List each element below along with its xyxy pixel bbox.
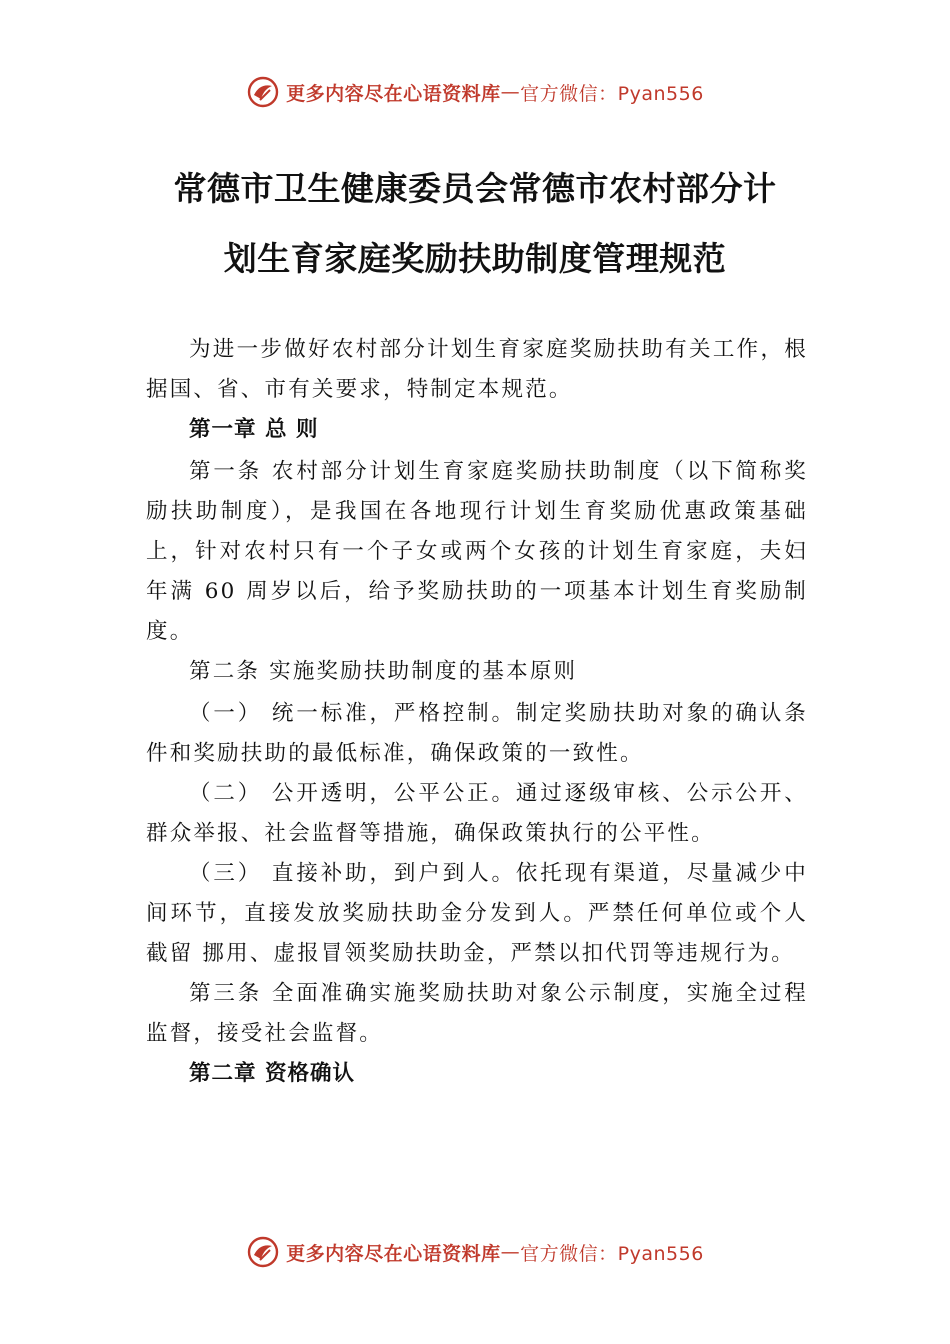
- footer-banner: [0, 1232, 950, 1272]
- chapter-heading: 第一章 总 则: [189, 417, 319, 442]
- banner-main-text: 更多内容尽在心语资料库: [286, 1242, 501, 1265]
- article-paragraph: 第三条 全面准确实施奖励扶助对象公示制度，实施全过程监督，接受社会监督。: [146, 981, 808, 1046]
- intro-paragraph: 为进一步做好农村部分计划生育家庭奖励扶助有关工作，根 据国、省、市有关要求，特制定本规范。: [146, 337, 808, 402]
- document-title-line-1: 常德市卫生健康委员会常德市农村部分计: [173, 169, 777, 208]
- banner-dash: —: [500, 1241, 521, 1263]
- article-paragraph: 第二条 实施奖励扶助制度的基本原则: [189, 659, 578, 684]
- banner-dash: —: [500, 81, 521, 103]
- chapter-heading: 第二章 资格确认: [189, 1061, 355, 1086]
- banner-main-text: 更多内容尽在心语资料库: [286, 82, 501, 105]
- brand-logo-icon: [246, 75, 280, 109]
- document-body: [146, 330, 808, 1096]
- banner-wechat-text: 官方微信：Pyan556: [520, 82, 704, 105]
- article-paragraph: 第一条 农村部分计划生育家庭奖励扶助制度（以下简称奖 励扶助制度），是我国在各地现行计划生育奖励优惠政策基础上，针对农村只有一个子女或两个女孩的计划生育家庭，夫妇年满 60 周岁以后，给予奖励扶助的一项基本计划生育奖励制度。: [146, 459, 808, 644]
- document-title-line-2: 划生育家庭奖励扶助制度管理规范: [223, 239, 727, 278]
- header-banner: [0, 72, 950, 112]
- list-paragraph: （一） 统一标准，严格控制。制定奖励扶助对象的确认条件和奖励扶助的最低标准，确保政策的一致性。: [146, 701, 808, 766]
- brand-logo-icon: [246, 1235, 280, 1269]
- list-paragraph: （二） 公开透明，公平公正。通过逐级审核、公示公开、群众举报、社会监督等措施，确保政策执行的公平性。: [146, 781, 808, 846]
- list-paragraph: （三） 直接补助，到户到人。依托现有渠道，尽量减少中间环节，直接发放奖励扶助金分发到人。严禁任何单位或个人截留 挪用、虚报冒领奖励扶助金，严禁以扣代罚等违规行为。: [146, 861, 808, 966]
- banner-wechat-text: 官方微信：Pyan556: [520, 1242, 704, 1265]
